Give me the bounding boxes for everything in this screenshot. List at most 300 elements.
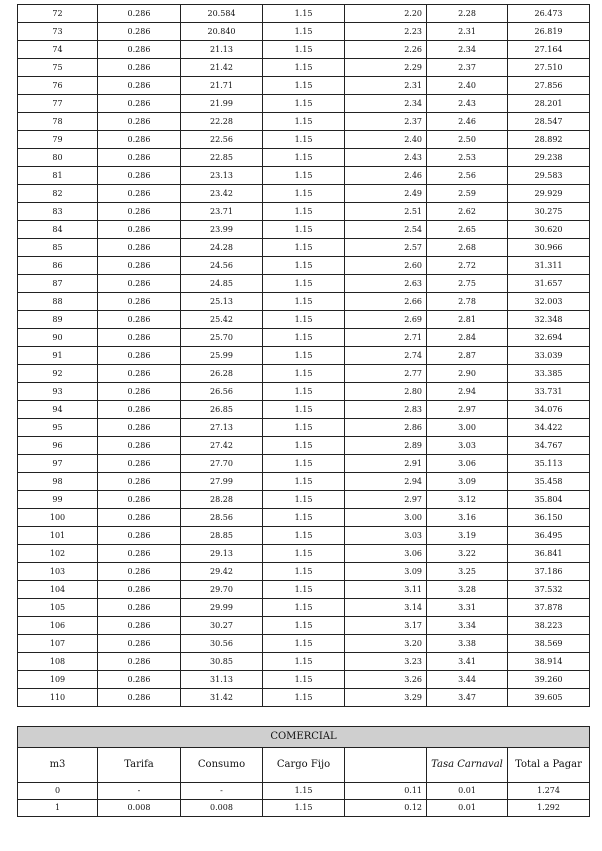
table-row (18, 167, 590, 185)
table-cell: 24.28 (181, 239, 263, 257)
table-cell: 0 (18, 783, 98, 800)
table-cell: 2.94 (345, 473, 427, 491)
table-cell: 0.286 (98, 77, 181, 95)
table-cell: 2.68 (427, 239, 508, 257)
table-cell: 1.15 (263, 131, 345, 149)
table-cell: 3.00 (345, 509, 427, 527)
table-cell: 2.63 (345, 275, 427, 293)
table-cell: 26.473 (508, 5, 590, 23)
table-cell: 0.286 (98, 167, 181, 185)
table-cell: 1.15 (263, 5, 345, 23)
table-cell: 33.039 (508, 347, 590, 365)
table-cell: 31.311 (508, 257, 590, 275)
table-cell: 2.89 (345, 437, 427, 455)
table-cell: 2.40 (427, 77, 508, 95)
table-cell: 103 (18, 563, 98, 581)
table-row (18, 617, 590, 635)
table-cell: 0.286 (98, 59, 181, 77)
table-cell: 28.56 (181, 509, 263, 527)
table-cell: 97 (18, 455, 98, 473)
table-cell: 0.12 (345, 800, 427, 817)
table-row (18, 635, 590, 653)
table-cell: 30.27 (181, 617, 263, 635)
table-cell: 3.06 (427, 455, 508, 473)
table-cell: 107 (18, 635, 98, 653)
table-cell: 38.569 (508, 635, 590, 653)
table-cell: 0.286 (98, 311, 181, 329)
table-cell: 0.286 (98, 149, 181, 167)
table-cell: 28.892 (508, 131, 590, 149)
table-cell: 2.56 (427, 167, 508, 185)
table-cell: 34.076 (508, 401, 590, 419)
table-cell: 108 (18, 653, 98, 671)
table-cell: 81 (18, 167, 98, 185)
table-cell: 0.286 (98, 563, 181, 581)
table-cell: 1.15 (263, 257, 345, 275)
table-cell: 93 (18, 383, 98, 401)
table-cell: 0.286 (98, 689, 181, 707)
table-cell: 74 (18, 41, 98, 59)
table-cell: 89 (18, 311, 98, 329)
table-row (18, 671, 590, 689)
table-cell: 21.99 (181, 95, 263, 113)
table-row (18, 419, 590, 437)
table-cell: 23.13 (181, 167, 263, 185)
table-cell: 25.42 (181, 311, 263, 329)
table-cell: 2.60 (345, 257, 427, 275)
table-row (18, 783, 590, 800)
table-cell: 0.286 (98, 599, 181, 617)
table-cell: 0.286 (98, 347, 181, 365)
table-cell: 39.260 (508, 671, 590, 689)
header-blank (345, 748, 427, 783)
table-cell: 1.15 (263, 419, 345, 437)
table-cell: 0.286 (98, 221, 181, 239)
table-cell: 3.09 (345, 563, 427, 581)
table-cell: 2.34 (345, 95, 427, 113)
table-row (18, 347, 590, 365)
table-cell: 106 (18, 617, 98, 635)
table-cell: 1.15 (263, 221, 345, 239)
table-cell: 1.15 (263, 635, 345, 653)
table-cell: 3.17 (345, 617, 427, 635)
table-cell: 32.348 (508, 311, 590, 329)
table-cell: 30.56 (181, 635, 263, 653)
table-row (18, 365, 590, 383)
header-m3: m3 (18, 748, 98, 783)
table-cell: 105 (18, 599, 98, 617)
table-cell: 2.66 (345, 293, 427, 311)
table-cell: 0.286 (98, 239, 181, 257)
table-row (18, 653, 590, 671)
table-cell: 75 (18, 59, 98, 77)
table-cell: 104 (18, 581, 98, 599)
table-cell: 2.83 (345, 401, 427, 419)
table-cell: 0.286 (98, 473, 181, 491)
table-cell: 2.78 (427, 293, 508, 311)
header-tasa-carnaval: Tasa Carnaval (427, 748, 508, 783)
table-cell: 72 (18, 5, 98, 23)
table-cell: 1.15 (263, 347, 345, 365)
table-cell: 82 (18, 185, 98, 203)
table-row (18, 95, 590, 113)
table-cell: 1.15 (263, 239, 345, 257)
table-cell: 0.286 (98, 131, 181, 149)
table-cell: 39.605 (508, 689, 590, 707)
table-cell: 26.28 (181, 365, 263, 383)
table-cell: 2.37 (345, 113, 427, 131)
table-cell: 23.71 (181, 203, 263, 221)
table-cell: 1.15 (263, 365, 345, 383)
table-cell: 1.15 (263, 545, 345, 563)
table-cell: 27.510 (508, 59, 590, 77)
table-cell: 100 (18, 509, 98, 527)
table-cell: 24.85 (181, 275, 263, 293)
table-cell: 0.286 (98, 617, 181, 635)
rate-table (17, 4, 590, 707)
table-cell: 30.966 (508, 239, 590, 257)
header-cargo-fijo: Cargo Fijo (263, 748, 345, 783)
table-cell: 2.86 (345, 419, 427, 437)
table-cell: 1.15 (263, 653, 345, 671)
table-cell: 3.12 (427, 491, 508, 509)
table-cell: 36.841 (508, 545, 590, 563)
table-row (18, 311, 590, 329)
table-cell: 3.44 (427, 671, 508, 689)
table-cell: 25.13 (181, 293, 263, 311)
table-cell: 26.56 (181, 383, 263, 401)
table-row (18, 437, 590, 455)
table-cell: 27.42 (181, 437, 263, 455)
table-cell: 1.15 (263, 311, 345, 329)
table-cell: 1 (18, 800, 98, 817)
table-cell: 98 (18, 473, 98, 491)
table-cell: 37.532 (508, 581, 590, 599)
table-cell: 2.59 (427, 185, 508, 203)
table-cell: 0.01 (427, 800, 508, 817)
table-cell: 1.15 (263, 113, 345, 131)
table-cell: 1.15 (263, 275, 345, 293)
table-row (18, 599, 590, 617)
table-cell: 86 (18, 257, 98, 275)
table-cell: 36.495 (508, 527, 590, 545)
table-cell: 0.286 (98, 113, 181, 131)
table-cell: 0.286 (98, 401, 181, 419)
table-cell: 32.003 (508, 293, 590, 311)
table-cell: 2.84 (427, 329, 508, 347)
table-row (18, 149, 590, 167)
table-cell: 3.06 (345, 545, 427, 563)
table-cell: 2.57 (345, 239, 427, 257)
table-row (18, 689, 590, 707)
table-cell: 28.201 (508, 95, 590, 113)
table-cell: 0.286 (98, 383, 181, 401)
table-cell: 2.90 (427, 365, 508, 383)
table-cell: 3.19 (427, 527, 508, 545)
table-cell: 76 (18, 77, 98, 95)
table-cell: 1.15 (263, 77, 345, 95)
table-cell: 28.28 (181, 491, 263, 509)
table-cell: 2.77 (345, 365, 427, 383)
table-cell: 27.13 (181, 419, 263, 437)
comercial-title-row (18, 727, 590, 748)
table-cell: 1.15 (263, 41, 345, 59)
table-cell: 38.914 (508, 653, 590, 671)
table-row (18, 545, 590, 563)
table-cell: 37.186 (508, 563, 590, 581)
table-cell: 21.13 (181, 41, 263, 59)
table-cell: 30.275 (508, 203, 590, 221)
table-cell: 1.15 (263, 59, 345, 77)
table-row (18, 509, 590, 527)
table-cell: 1.15 (263, 689, 345, 707)
table-row (18, 185, 590, 203)
table-cell: 2.65 (427, 221, 508, 239)
table-cell: 28.85 (181, 527, 263, 545)
table-cell: 2.46 (427, 113, 508, 131)
table-cell: 0.286 (98, 545, 181, 563)
table-cell: 31.42 (181, 689, 263, 707)
table-cell: 1.15 (263, 203, 345, 221)
table-cell: 92 (18, 365, 98, 383)
table-cell: 0.286 (98, 257, 181, 275)
table-cell: 2.29 (345, 59, 427, 77)
table-cell: 0.286 (98, 203, 181, 221)
table-cell: 32.694 (508, 329, 590, 347)
table-cell: 3.23 (345, 653, 427, 671)
table-cell: 2.94 (427, 383, 508, 401)
table-cell: 0.286 (98, 185, 181, 203)
table-cell: 99 (18, 491, 98, 509)
table-cell: 27.70 (181, 455, 263, 473)
table-cell: 1.15 (263, 401, 345, 419)
table-cell: 2.97 (427, 401, 508, 419)
table-cell: 30.620 (508, 221, 590, 239)
table-cell: 80 (18, 149, 98, 167)
table-cell: 0.286 (98, 365, 181, 383)
table-cell: 0.286 (98, 329, 181, 347)
table-cell: 29.42 (181, 563, 263, 581)
table-cell: 0.286 (98, 455, 181, 473)
table-cell: 2.71 (345, 329, 427, 347)
table-row (18, 455, 590, 473)
comercial-header-row (18, 748, 590, 783)
table-cell: 23.99 (181, 221, 263, 239)
table-cell: 95 (18, 419, 98, 437)
table-cell: 3.47 (427, 689, 508, 707)
table-cell: 30.85 (181, 653, 263, 671)
table-cell: 3.00 (427, 419, 508, 437)
table-cell: 33.731 (508, 383, 590, 401)
table-cell: 2.31 (427, 23, 508, 41)
table-cell: 34.767 (508, 437, 590, 455)
rate-table-body (18, 5, 590, 707)
table-row (18, 257, 590, 275)
table-cell: 27.164 (508, 41, 590, 59)
table-cell: 2.26 (345, 41, 427, 59)
table-cell: 2.49 (345, 185, 427, 203)
table-cell: 1.15 (263, 23, 345, 41)
table-row (18, 275, 590, 293)
table-cell: 2.91 (345, 455, 427, 473)
table-cell: 1.15 (263, 293, 345, 311)
table-cell: 22.85 (181, 149, 263, 167)
table-cell: 109 (18, 671, 98, 689)
table-cell: 26.819 (508, 23, 590, 41)
table-cell: - (181, 783, 263, 800)
comercial-table-body (18, 783, 590, 817)
table-row (18, 5, 590, 23)
table-cell: 0.286 (98, 509, 181, 527)
table-cell: 24.56 (181, 257, 263, 275)
table-cell: 0.286 (98, 581, 181, 599)
table-row (18, 473, 590, 491)
table-cell: 102 (18, 545, 98, 563)
table-cell: 3.25 (427, 563, 508, 581)
table-cell: 2.75 (427, 275, 508, 293)
table-cell: 1.15 (263, 800, 345, 817)
table-cell: 0.286 (98, 5, 181, 23)
table-cell: 22.56 (181, 131, 263, 149)
table-cell: 1.15 (263, 527, 345, 545)
table-cell: 3.03 (345, 527, 427, 545)
table-cell: 2.69 (345, 311, 427, 329)
table-cell: 90 (18, 329, 98, 347)
table-cell: 73 (18, 23, 98, 41)
table-cell: 22.28 (181, 113, 263, 131)
table-cell: 2.87 (427, 347, 508, 365)
table-cell: 2.72 (427, 257, 508, 275)
table-cell: 88 (18, 293, 98, 311)
table-row (18, 401, 590, 419)
table-cell: 2.80 (345, 383, 427, 401)
table-cell: 101 (18, 527, 98, 545)
table-cell: 3.11 (345, 581, 427, 599)
table-cell: 0.286 (98, 635, 181, 653)
table-cell: 1.274 (508, 783, 590, 800)
table-row (18, 239, 590, 257)
table-cell: 3.03 (427, 437, 508, 455)
table-row (18, 563, 590, 581)
table-cell: 3.31 (427, 599, 508, 617)
table-row (18, 203, 590, 221)
table-cell: 38.223 (508, 617, 590, 635)
table-cell: 3.26 (345, 671, 427, 689)
table-cell: 91 (18, 347, 98, 365)
table-cell: 2.97 (345, 491, 427, 509)
table-cell: 0.286 (98, 491, 181, 509)
table-cell: 3.38 (427, 635, 508, 653)
table-cell: 0.286 (98, 23, 181, 41)
table-cell: 1.15 (263, 509, 345, 527)
table-cell: 2.51 (345, 203, 427, 221)
table-row (18, 491, 590, 509)
table-cell: 2.53 (427, 149, 508, 167)
table-cell: 23.42 (181, 185, 263, 203)
table-cell: 35.804 (508, 491, 590, 509)
table-cell: 2.43 (345, 149, 427, 167)
table-row (18, 383, 590, 401)
table-row (18, 800, 590, 817)
header-tarifa: Tarifa (98, 748, 181, 783)
table-cell: 94 (18, 401, 98, 419)
table-row (18, 41, 590, 59)
table-cell: 29.99 (181, 599, 263, 617)
table-cell: 2.23 (345, 23, 427, 41)
table-cell: 2.20 (345, 5, 427, 23)
table-row (18, 293, 590, 311)
table-cell: 21.71 (181, 77, 263, 95)
table-cell: 0.286 (98, 419, 181, 437)
table-cell: 0.008 (98, 800, 181, 817)
table-cell: 21.42 (181, 59, 263, 77)
table-cell: 3.41 (427, 653, 508, 671)
table-cell: 2.54 (345, 221, 427, 239)
table-cell: 27.856 (508, 77, 590, 95)
table-cell: 0.286 (98, 95, 181, 113)
table-cell: 34.422 (508, 419, 590, 437)
table-cell: 35.113 (508, 455, 590, 473)
table-cell: 0.286 (98, 671, 181, 689)
table-cell: 35.458 (508, 473, 590, 491)
table-cell: 2.74 (345, 347, 427, 365)
table-cell: 29.583 (508, 167, 590, 185)
table-cell: 1.15 (263, 491, 345, 509)
table-cell: 79 (18, 131, 98, 149)
table-row (18, 59, 590, 77)
table-cell: 0.286 (98, 293, 181, 311)
table-cell: 20.840 (181, 23, 263, 41)
table-cell: 0.008 (181, 800, 263, 817)
table-cell: 1.15 (263, 563, 345, 581)
table-cell: 25.99 (181, 347, 263, 365)
table-cell: - (98, 783, 181, 800)
table-cell: 3.20 (345, 635, 427, 653)
comercial-table (17, 726, 590, 817)
header-consumo: Consumo (181, 748, 263, 783)
table-row (18, 581, 590, 599)
table-cell: 29.238 (508, 149, 590, 167)
table-cell: 1.15 (263, 437, 345, 455)
table-cell: 1.15 (263, 329, 345, 347)
table-cell: 1.15 (263, 617, 345, 635)
table-cell: 2.31 (345, 77, 427, 95)
table-cell: 1.15 (263, 455, 345, 473)
table-cell: 0.286 (98, 41, 181, 59)
table-cell: 29.929 (508, 185, 590, 203)
table-cell: 1.292 (508, 800, 590, 817)
table-cell: 1.15 (263, 383, 345, 401)
table-cell: 2.50 (427, 131, 508, 149)
table-cell: 0.286 (98, 527, 181, 545)
table-cell: 0.286 (98, 437, 181, 455)
table-cell: 83 (18, 203, 98, 221)
table-cell: 3.29 (345, 689, 427, 707)
header-total-a-pagar: Total a Pagar (508, 748, 590, 783)
table-cell: 1.15 (263, 783, 345, 800)
table-cell: 3.34 (427, 617, 508, 635)
table-cell: 3.14 (345, 599, 427, 617)
table-cell: 33.385 (508, 365, 590, 383)
table-cell: 2.43 (427, 95, 508, 113)
table-cell: 2.40 (345, 131, 427, 149)
table-cell: 3.16 (427, 509, 508, 527)
table-cell: 0.11 (345, 783, 427, 800)
table-cell: 29.13 (181, 545, 263, 563)
table-cell: 31.657 (508, 275, 590, 293)
table-cell: 110 (18, 689, 98, 707)
table-row (18, 131, 590, 149)
